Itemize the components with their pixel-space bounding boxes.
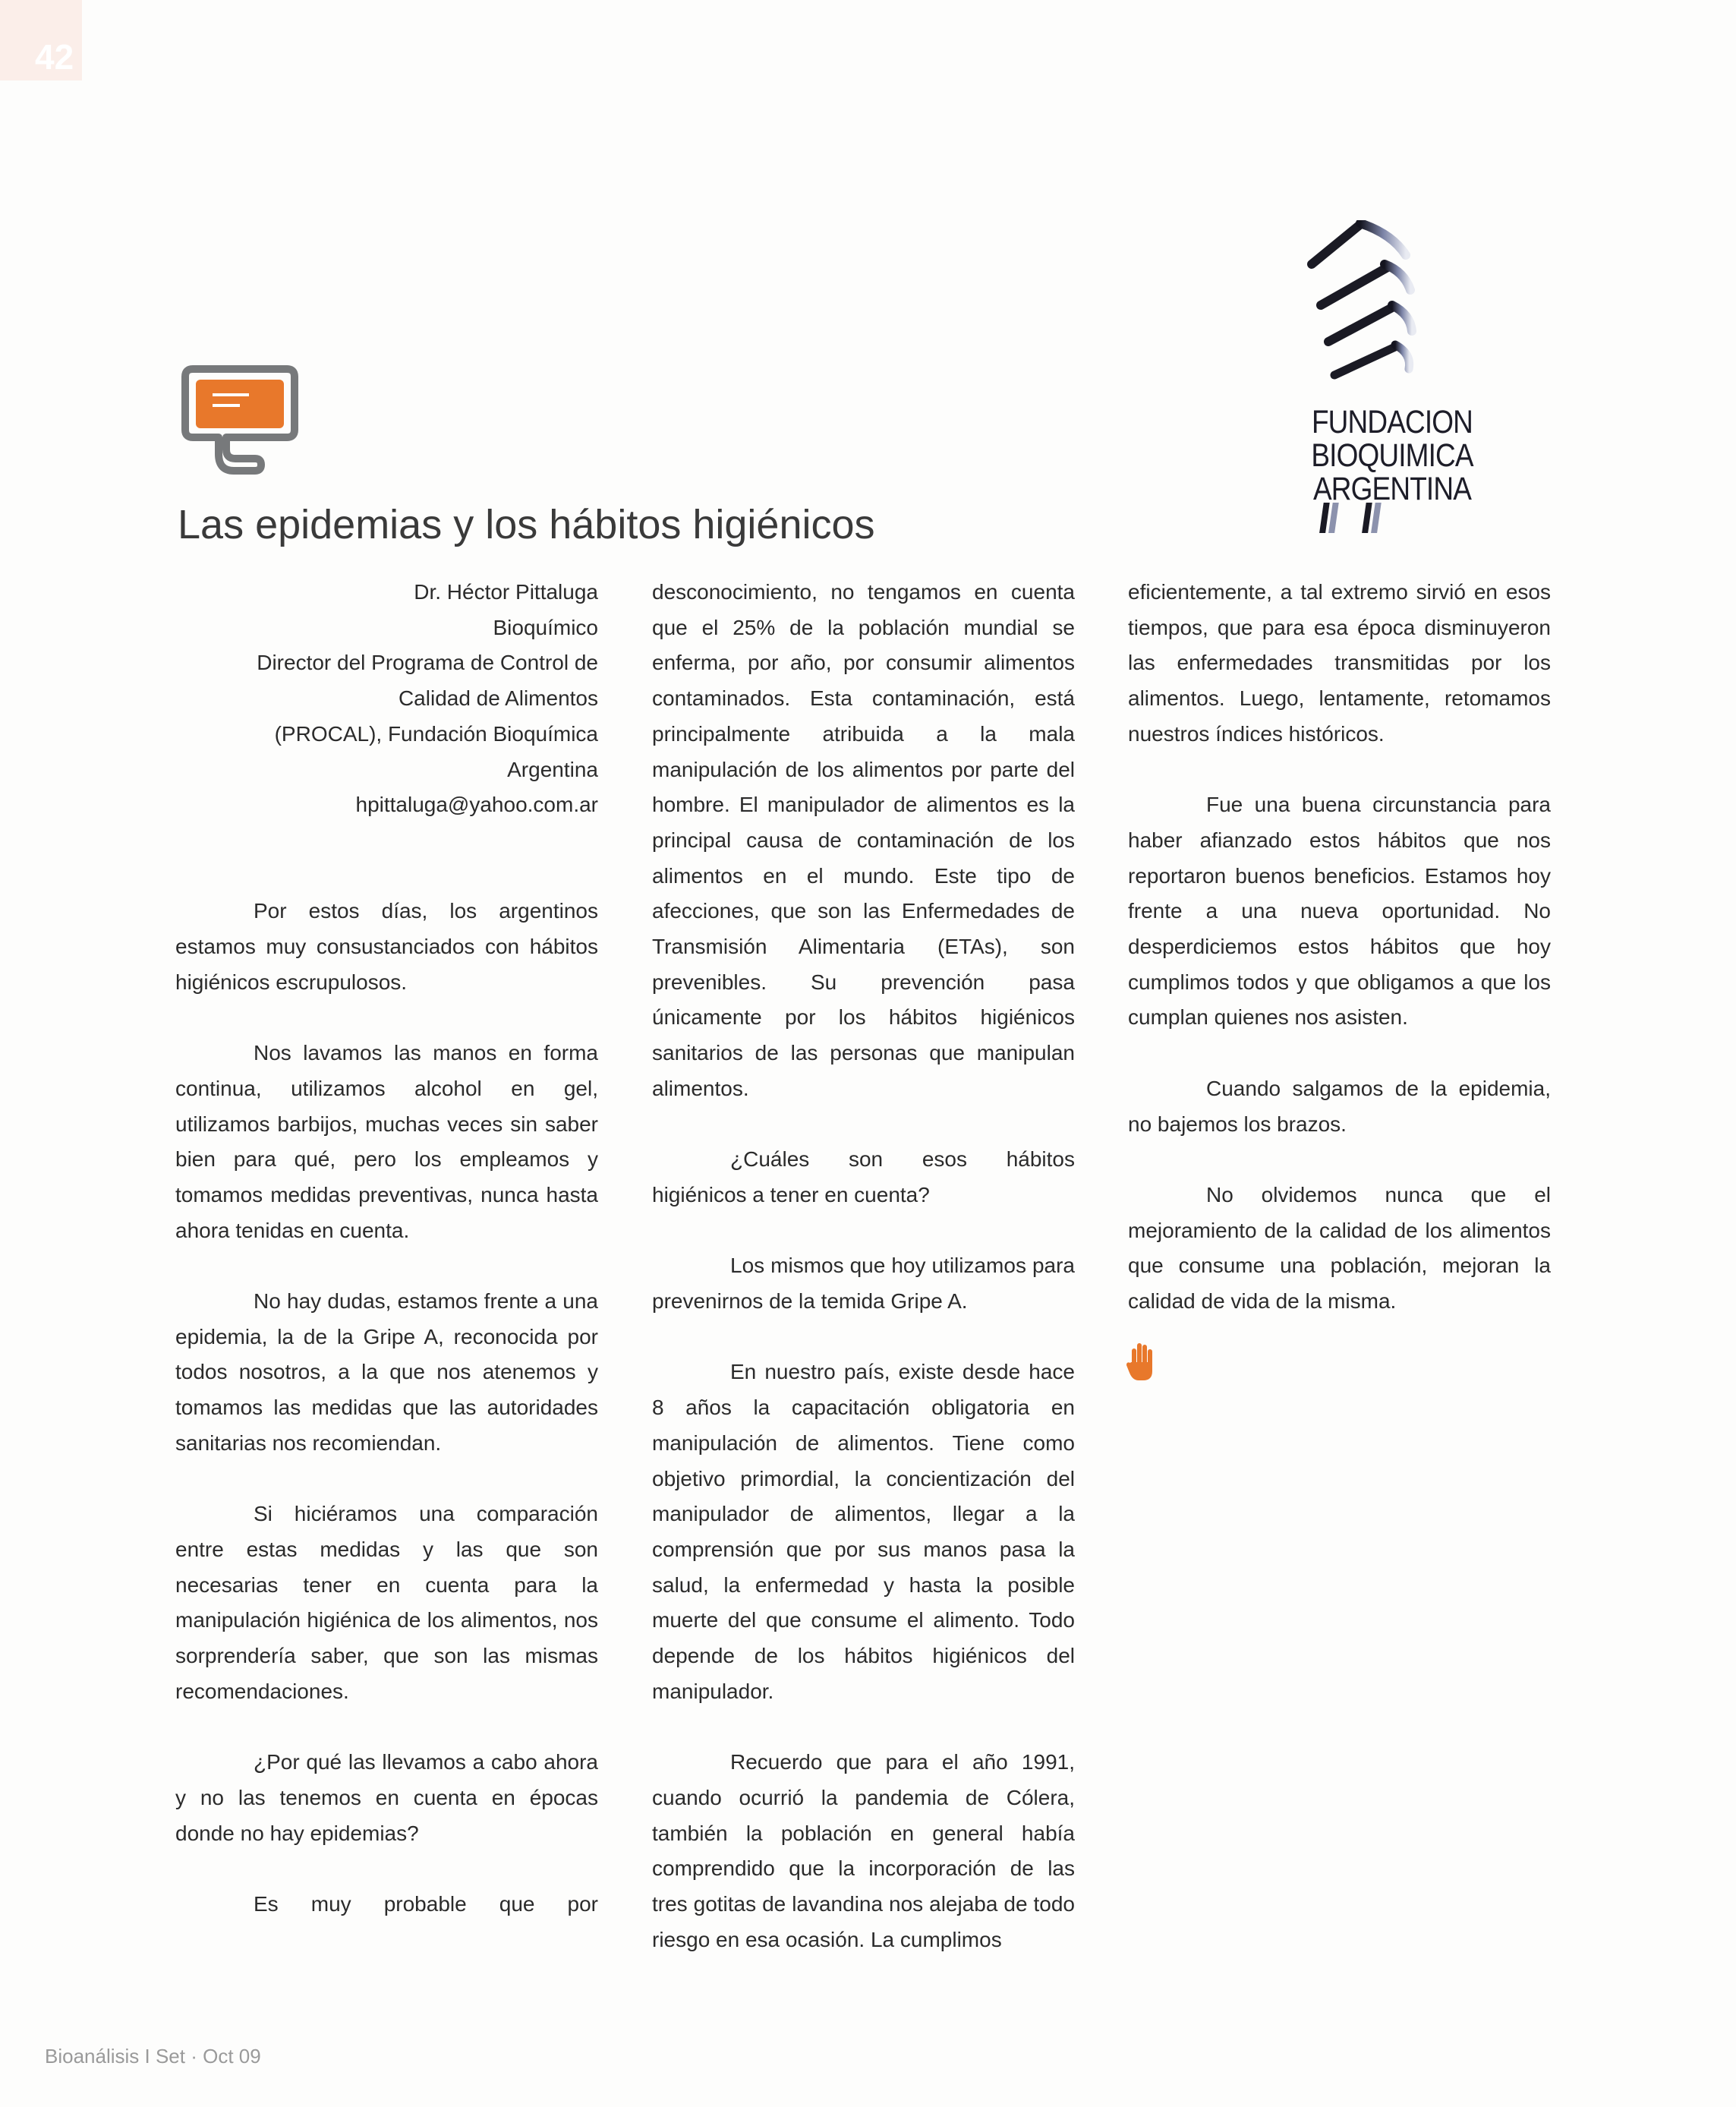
byline-line: Argentina	[507, 757, 598, 781]
paragraph: En nuestro país, existe desde hace 8 años la capacitación obligatoria en manipulación de alimentos. Tiene como objetivo primordial, la concientización del manipulador de alimentos, llegar a la comprensión que por sus manos pasa la salud, la enfermedad y hasta la posible muerte del que consume el alimento. Todo depende de los hábitos higiénicos del manipulador.	[652, 1360, 1075, 1703]
paragraph: ¿Por qué las llevamos a cabo ahora y no las tenemos en cuenta en épocas donde no hay epidemias?	[175, 1750, 598, 1845]
paragraph: Si hiciéramos una comparación entre estas medidas y las que son necesarias tener en cuenta para la manipulación higiénica de los alimentos, nos sorprendería saber, que son las mismas recomendaciones.	[175, 1502, 598, 1703]
author-byline	[175, 575, 598, 823]
paragraph: ¿Cuáles son esos hábitos higiénicos a tener en cuenta?	[652, 1147, 1075, 1206]
paragraph: Por estos días, los argentinos estamos muy consustanciados con hábitos higiénicos escrupulosos.	[175, 899, 598, 994]
paragraph: desconocimiento, no tengamos en cuenta que el 25% de la población mundial se enferma, por año, por consumir alimentos contaminados. Esta contaminación, está principalmente atribuida a la mala manipulación de los alimentos por parte del hombre. El manipulador de alimentos es la principal causa de contaminación de los alimentos en el mundo. Este tipo de afecciones, que son las Enfermedades de Transmisión Alimentaria (ETAs), son prevenibles. Su prevención pasa únicamente por los hábitos higiénicos sanitarios de las personas que manipulan alimentos.	[652, 580, 1075, 1100]
byline-line: Bioquímico	[493, 615, 598, 639]
paragraph: Fue una buena circunstancia para haber afianzado estos hábitos que nos reportaron buenos beneficios. Estamos hoy frente a una nueva oportunidad. No desperdiciemos estos hábitos que hoy cumplimos todos y que obligamos a que los cumplan quienes nos asisten.	[1128, 793, 1551, 1030]
paragraph: Cuando salgamos de la epidemia, no bajemos los brazos.	[1128, 1076, 1551, 1136]
paragraph: Nos lavamos las manos en forma continua, utilizamos alcohol en gel, utilizamos barbijos, muchas veces sin saber bien para qué, pero los empleamos y tomamos medidas preventivas, nunca hasta ahora tenidas en cuenta.	[175, 1041, 598, 1242]
paragraph: Los mismos que hoy utilizamos para prevenirnos de la temida Gripe A.	[652, 1254, 1075, 1314]
logo-line: ARGENTINA	[1312, 471, 1472, 507]
speech-bubble-icon	[179, 363, 301, 475]
byline-line: (PROCAL), Fundación Bioquímica	[274, 721, 598, 746]
paragraph: eficientemente, a tal extremo sirvió en esos tiempos, que para esa época disminuyeron las enfermedades transmitidas por los alimentos. Luego, lentamente, retomamos nuestros índices históricos.	[1128, 580, 1551, 746]
footer-publication: Bioanálisis I Set · Oct 09	[45, 2045, 261, 2068]
column-2	[652, 575, 1075, 1957]
paragraph: Es muy probable que por	[254, 1891, 598, 1916]
paragraph: No hay dudas, estamos frente a una epidemia, la de la Gripe A, reconocida por todos nosotros, a la que nos atenemos y tomamos las medidas que las autoridades sanitarias nos recomiendan.	[175, 1289, 598, 1455]
logo-line: FUNDACION	[1311, 404, 1473, 440]
author-email[interactable]: hpittaluga@yahoo.com.ar	[355, 793, 598, 817]
byline-line: Dr. Héctor Pittaluga	[414, 580, 598, 604]
article-title: Las epidemias y los hábitos higiénicos	[178, 502, 875, 547]
paragraph: No olvidemos nunca que el mejoramiento de la calidad de los alimentos que consume una población, mejoran la calidad de vida de la misma.	[1128, 1182, 1551, 1314]
logo-line: BIOQUIMICA	[1311, 437, 1473, 474]
byline-line: Director del Programa de Control de	[257, 651, 598, 675]
byline-line: Calidad de Alimentos	[398, 686, 598, 711]
column-1	[175, 575, 598, 1922]
column-3	[1128, 575, 1551, 1320]
paragraph: Recuerdo que para el año 1991, cuando ocurrió la pandemia de Cólera, también la población en general había comprendido que la incorporación de las tres gotitas de lavandina nos alejaba de todo riesgo en esa ocasión. La cumplimos	[652, 1750, 1075, 1951]
hand-icon	[1126, 1341, 1155, 1382]
page-number: 42	[35, 37, 74, 77]
logo-wordmark	[1305, 405, 1479, 506]
